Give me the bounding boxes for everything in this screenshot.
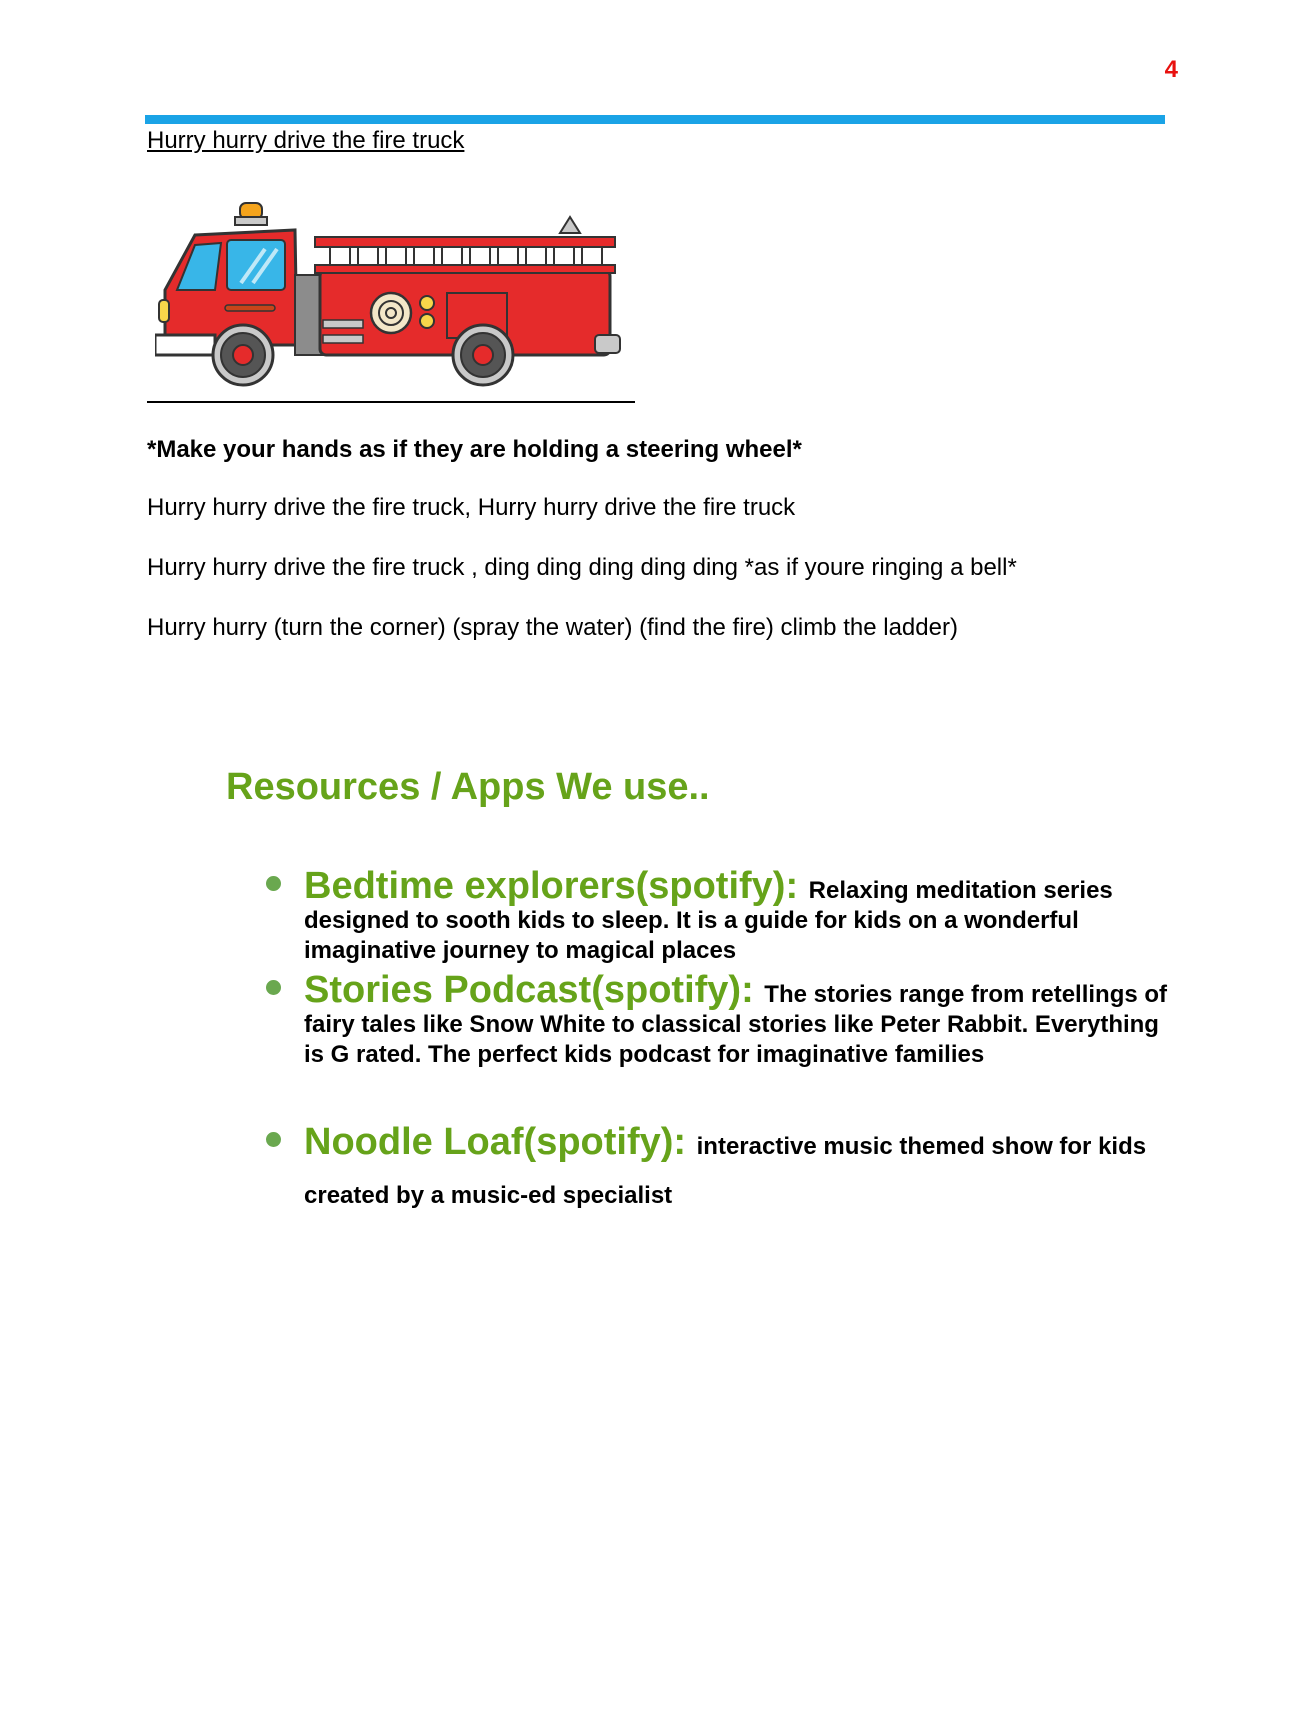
fire-truck-icon	[155, 195, 625, 400]
list-item	[304, 1122, 1174, 1222]
resource-description: interactive music themed show for kids created by a music-ed specialist	[304, 1133, 1147, 1209]
song-title: Hurry hurry drive the fire truck	[147, 127, 465, 154]
resource-name: Noodle Loaf(spotify):	[304, 1121, 697, 1163]
list-item	[304, 970, 1174, 1122]
header-rule	[145, 115, 1165, 124]
lyric-line-3: Hurry hurry (turn the corner) (spray the water) (find the fire) climb the ladder)	[147, 614, 958, 641]
lyric-line-2: Hurry hurry drive the fire truck , ding ding ding ding ding *as if youre ringing a bell*	[147, 554, 1017, 581]
resources-list	[304, 866, 1174, 1222]
song-instruction: *Make your hands as if they are holding a steering wheel*	[147, 436, 802, 463]
resource-description: Relaxing meditation series designed to sooth kids to sleep. It is a guide for kids on a wonderful imaginative journey to magical places	[304, 877, 1113, 964]
image-underline	[147, 401, 635, 403]
resource-name: Stories Podcast(spotify):	[304, 969, 765, 1011]
list-item	[304, 866, 1174, 970]
resource-name: Bedtime explorers(spotify):	[304, 865, 809, 907]
lyric-line-1: Hurry hurry drive the fire truck, Hurry hurry drive the fire truck	[147, 494, 796, 521]
bullet-icon	[266, 876, 281, 891]
resource-description: The stories range from retellings of fairy tales like Snow White to classical stories like Peter Rabbit. Everything is G rated. The perfect kids podcast for imaginative families	[304, 981, 1168, 1068]
page-number: 4	[1164, 56, 1178, 83]
bullet-icon	[266, 980, 281, 995]
resources-heading: Resources / Apps We use..	[226, 766, 710, 808]
bullet-icon	[266, 1132, 281, 1147]
